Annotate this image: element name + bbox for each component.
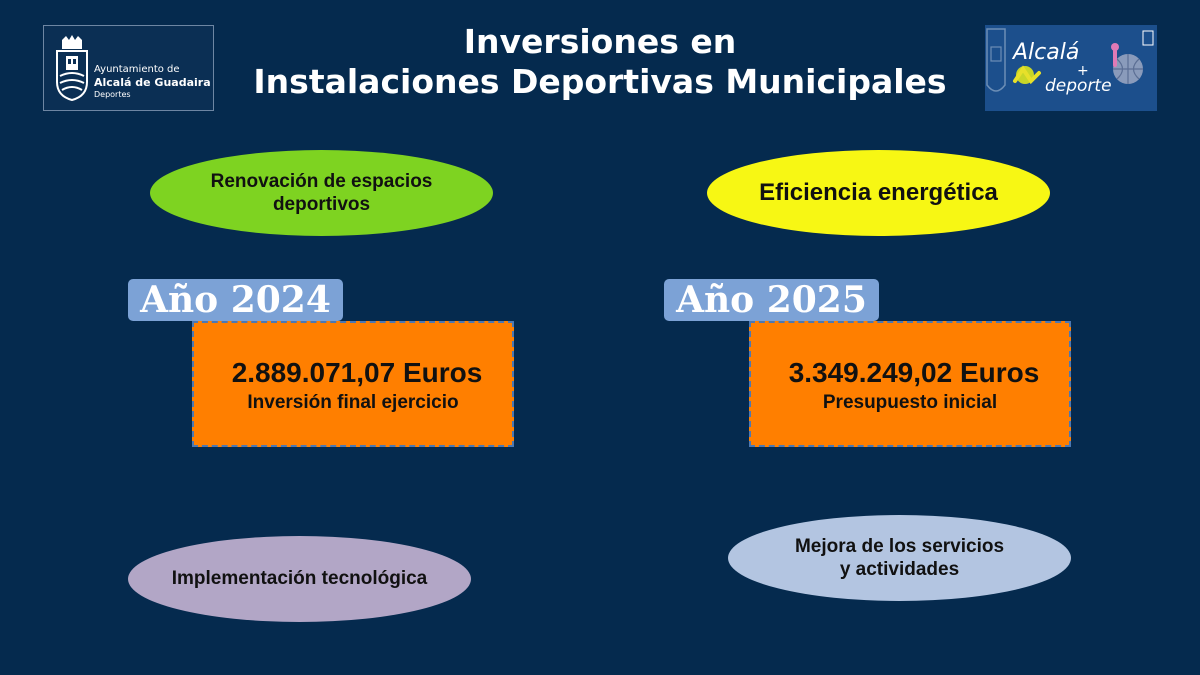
logo-plus: +	[1077, 63, 1089, 79]
investment-2024-box	[192, 321, 514, 447]
ayuntamiento-logo	[43, 25, 214, 111]
alcala-deporte-graphic	[985, 25, 1157, 111]
investment-2025-amount: 3.349.249,02 Euros	[788, 357, 1040, 388]
title-line-1: Inversiones en	[463, 22, 737, 61]
logo-line-2: Alcalá de Guadaira	[94, 76, 211, 89]
logo-word-2: deporte	[1045, 76, 1112, 96]
topic-servicios-line-2: y actividades	[839, 559, 960, 580]
topic-servicios	[728, 515, 1071, 601]
investment-2024-description: Inversión final ejercicio	[247, 392, 459, 413]
topic-renovacion	[150, 150, 493, 236]
investment-2024-amount: 2.889.071,07 Euros	[231, 357, 483, 388]
year-2024-tag: Año 2024	[128, 279, 343, 321]
topic-eficiencia-label: Eficiencia energética	[759, 179, 998, 206]
topic-servicios-label	[795, 535, 1004, 581]
topic-eficiencia	[707, 150, 1050, 236]
investment-2025-box	[749, 321, 1071, 447]
investment-2025-description: Presupuesto inicial	[822, 392, 998, 413]
ayuntamiento-text	[94, 64, 211, 100]
topic-renovacion-label: Renovación de espacios deportivos	[210, 171, 433, 215]
title-line-2: Instalaciones Deportivas Municipales	[253, 62, 947, 101]
topic-servicios-line-1: Mejora de los servicios	[794, 536, 1005, 557]
alcala-deporte-logo	[985, 25, 1157, 111]
coat-of-arms-icon	[54, 34, 90, 102]
year-2025-tag: Año 2025	[664, 279, 879, 321]
topic-tecnologia-label: Implementación tecnológica	[171, 568, 428, 589]
logo-line-3: Deportes	[94, 90, 131, 99]
topic-tecnologia	[128, 536, 471, 622]
page-title	[200, 22, 1000, 102]
logo-word-1: Alcalá	[1013, 40, 1080, 65]
logo-line-1: Ayuntamiento de	[94, 64, 180, 75]
